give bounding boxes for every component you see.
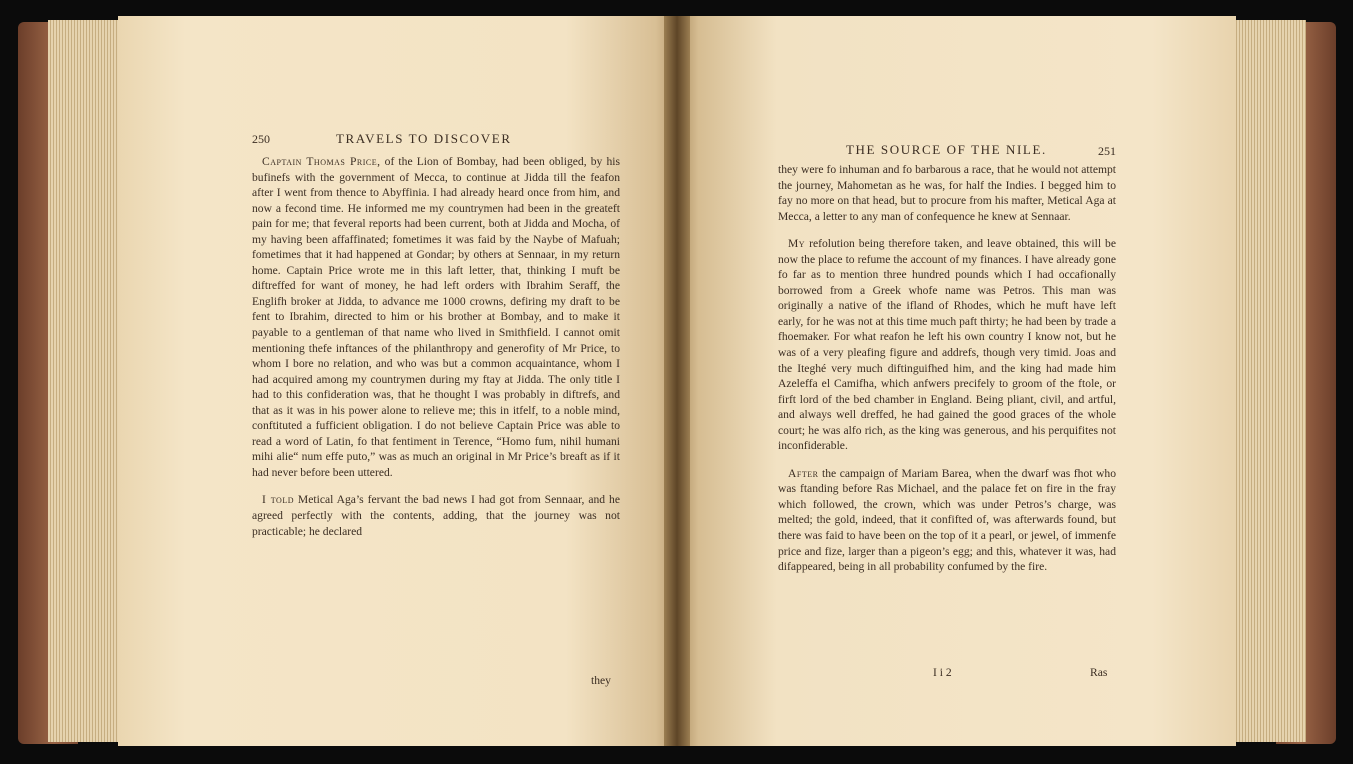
left-page-body [252,154,620,539]
right-page-number: 251 [1098,144,1116,158]
right-paragraph-2-text: refolution being therefore taken, and leave obtained, this will be now the place to refume the account of my finances. I have already gone fo far as to mention three hundred pounds which I had occafionally borrowed from a Greek whofe name was Petros. This man was originally a native of the ifland of Rhodes, which he muft have left early, for he was not at this time much paft thirty; he had been by trade a fhoemaker. For what reafon he left his own country I know not, but he was of a very pleafing figure and addrefs, though very timid. Joas and the Iteghé very much diftinguifhed him, and the king had made him Azeleffa el Camifha, which anfwers precifely to groom of the ftole, or firft lord of the bed chamber in England. Being pliant, civil, and artful, and always well dreffed, he had gained the good graces of the whole court; he was alfo rich, as the king was generous, and his perquifites not inconfiderable. [778,237,1116,453]
left-paragraph-2 [252,492,620,539]
left-paragraph-1-lead: Captain Thomas Price, [262,155,381,168]
right-paragraph-3-lead: After [788,466,819,480]
right-paragraph-1-text: they were fo inhuman and fo barbarous a race, that he would not attempt the journey, Mahometan as he was, for half the Indies. I begged him to fay no more on that head, but to procure from his mafter, Metical Aga at Mecca, a letter to any man of confequence he knew at Sennaar. [778,163,1116,223]
left-paragraph-1-text: of the Lion of Bombay, had been obliged, by his bufinefs with the government of Mecca, to continue at Jidda till the feafon after I went from thence to Abyffinia. I had already heard once from him, and now a fecond time. He informed me my countrymen had been in the greateft pain for me; that feveral reports had been current, both at Jidda and Mocha, of my having been affaffinated; fometimes it was faid by the Naybe of Mafuah; fometimes that it had happened at Gondar; by others at Sennaar, in my return home. Captain Price wrote me in this laft letter, that, thinking I muft be diftreffed for want of money, he had left orders with Ibrahim Seraff, the Englifh broker at Jidda, to advance me 1000 crowns, defiring my draft to be fent to Ibrahim, directed to him or his brother at Bombay, and to make it payable to a gentleman of that name who lived in Smithfield. I cannot omit mentioning thefe inftances of the philanthropy and generofity of Mr Price, to whom I bore no relation, and who was but a common acquaintance, whom I had acquired among my countrymen during my ftay at Jidda. The only title I had to this confideration was, that he thought I was probably in diftrefs, and that as it was in his power alone to relieve me; this in itfelf, to a noble mind, conftituted a fufficient obligation. I do not believe Captain Price was able to read a word of Latin, fo that fentiment in Terence, “Homo fum, nihil humani mihi alie“ num effe puto,” was as much an original in Mr Price’s breaft as if it had never before been uttered. [252,155,620,479]
page-edges-right [1234,20,1306,742]
right-paragraph-3-text: the campaign of Mariam Barea, when the dwarf was fhot who was ftanding before Ras Michael, and the palace fet on fire in the fray which followed, the crown, which was under Petros’s charge, was melted; the gold, indeed, that it confifted of, was afterwards found, but there was faid to have been on the top of it a pearl, or jewel, of immenfe price and fize, larger than a pigeon’s egg; and this, whatever it was, had difappeared, being in all probability confumed by the fire. [778,466,1116,574]
left-running-head: TRAVELS TO DISCOVER [336,131,512,146]
left-paragraph-1 [252,154,620,480]
right-running-head: THE SOURCE OF THE NILE. [846,142,1047,157]
right-paragraph-3 [778,466,1116,575]
left-catchword: they [591,674,611,687]
right-signature-mark: I i 2 [933,666,952,679]
book-gutter [664,16,690,746]
open-book [18,14,1336,748]
page-edges-left [48,20,120,742]
right-page-body [778,162,1116,575]
left-paragraph-2-lead: I told [262,493,294,507]
right-paragraph-2-lead: My [788,237,806,251]
left-page-number: 250 [252,132,270,146]
right-catchword: Ras [1090,666,1108,679]
right-paragraph-1 [778,162,1116,224]
left-paragraph-2-text: Metical Aga’s fervant the bad news I had got from Sennaar, and he agreed perfectly with the contents, adding, that the journey was not practicable; he declared [252,493,620,538]
right-paragraph-2 [778,236,1116,454]
